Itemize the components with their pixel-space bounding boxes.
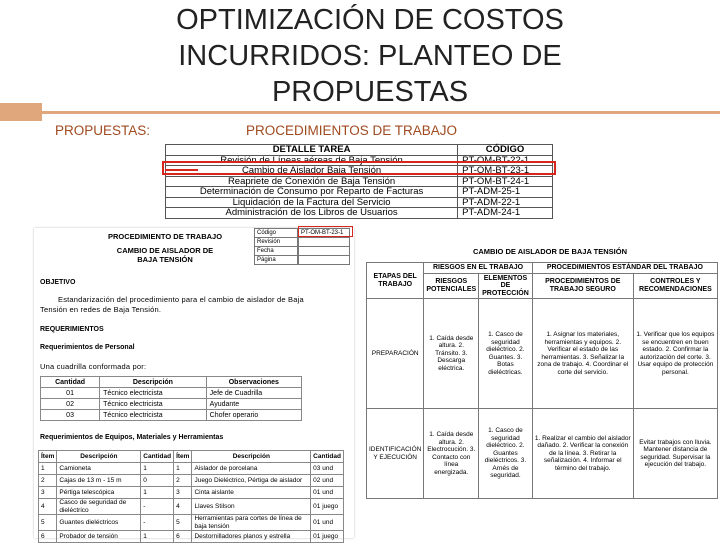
cell: 02 und xyxy=(311,475,344,487)
cell: 6 xyxy=(174,531,192,543)
cell: Camioneta xyxy=(57,463,141,475)
personal-heading: Requerimientos de Personal xyxy=(40,344,135,351)
cell: Aislador de porcelana xyxy=(192,463,311,475)
cell: Guantes dieléctricos xyxy=(57,515,141,531)
cell: Ayudante xyxy=(206,399,301,410)
objetivo-text-1: Estandarización del procedimiento para el cambio de aislador de Baja xyxy=(58,295,304,304)
cell: 1. Realizar el cambio del aislador dañado. 2. Verificar la conexión de la línea. 3. Retirar la señalización. 4. Informar el término del trabajo. xyxy=(532,409,633,499)
cell: 01 juego xyxy=(311,499,344,515)
table-row xyxy=(39,463,344,475)
group-header: RIESGOS EN EL TRABAJO xyxy=(424,263,532,274)
cell: 1. Casco de seguridad dieléctrico. 2. Guantes dieléctricos. 3. Arnés de seguridad. xyxy=(479,409,533,499)
cell: Pértiga telescópica xyxy=(57,487,141,499)
col-header: Descripción xyxy=(192,451,311,463)
code-cell: PT-ADM-22-1 xyxy=(458,197,553,208)
col-header: RIESGOS POTENCIALES xyxy=(424,273,479,299)
slide-title-line-1: OPTIMIZACIÓN DE COSTOS xyxy=(176,4,564,36)
table-row xyxy=(166,187,553,198)
task-header: DETALLE TAREA xyxy=(166,145,458,156)
cell: Herramientas para cortes de línea de baja tensión xyxy=(192,515,311,531)
cell: Chofer operario xyxy=(206,410,301,421)
task-cell: Liquidación de la Factura del Servicio xyxy=(166,197,458,208)
group-header: PROCEDIMIENTOS ESTÁNDAR DEL TRABAJO xyxy=(532,263,717,274)
cell: 03 und xyxy=(311,463,344,475)
cell: PREPARACIÓN xyxy=(367,299,424,409)
code-value: PT-OM-BT-23-1 xyxy=(299,229,350,238)
table-row xyxy=(41,410,302,421)
slide-title-line-3: PROPUESTAS xyxy=(271,76,469,108)
cell: 01 und xyxy=(311,515,344,531)
cell: Destornilladores planos y estrella xyxy=(192,531,311,543)
col-header: ELEMENTOS DE PROTECCIÓN xyxy=(479,273,533,299)
table-row xyxy=(166,197,553,208)
task-cell: Determinación de Consumo por Reparto de Facturas xyxy=(166,187,458,198)
cell: 01 xyxy=(41,388,100,399)
equipos-heading: Requerimientos de Equipos, Materiales y Herramientas xyxy=(40,434,224,441)
cell: Evitar trabajos con lluvia. Mantener distancia de seguridad. Supervisar la ejecución del trabajo. xyxy=(633,409,717,499)
cell: Cinta aislante xyxy=(192,487,311,499)
requerimientos-heading: REQUERIMIENTOS xyxy=(40,326,104,333)
table-row xyxy=(39,531,344,543)
meta-value xyxy=(299,247,350,256)
cell: 5 xyxy=(174,515,192,531)
col-header: PROCEDIMIENTOS DE TRABAJO SEGURO xyxy=(532,273,633,299)
highlight-underline xyxy=(165,169,198,171)
risk-procedure-table xyxy=(366,262,718,499)
cell: 4 xyxy=(174,499,192,515)
cell: IDENTIFICACIÓN Y EJECUCIÓN xyxy=(367,409,424,499)
cell: 1 xyxy=(141,487,174,499)
cell: 1 xyxy=(39,463,57,475)
accent-bar xyxy=(0,103,42,121)
cell: 3 xyxy=(39,487,57,499)
table-row xyxy=(166,208,553,219)
cell: Llaves Stilson xyxy=(192,499,311,515)
table-row xyxy=(39,515,344,531)
task-cell: Administración de los Libros de Usuarios xyxy=(166,208,458,219)
col-header: Cantidad xyxy=(41,377,100,388)
task-cell: Cambio de Aislador Baja Tensión xyxy=(166,166,458,177)
meta-value xyxy=(299,238,350,247)
personal-intro: Una cuadrilla conformada por: xyxy=(40,362,147,371)
cell: 1 xyxy=(141,463,174,475)
code-cell: PT-OM-BT-24-1 xyxy=(458,176,553,187)
code-cell: PT-OM-BT-22-1 xyxy=(458,155,553,166)
table-row xyxy=(367,409,718,499)
slide-title-line-2: INCURRIDOS: PLANTEO DE xyxy=(178,40,562,72)
cell: 03 xyxy=(41,410,100,421)
cell: 0 xyxy=(141,475,174,487)
cell: 3 xyxy=(174,487,192,499)
task-cell: Revisión de Líneas aéreas de Baja Tensión xyxy=(166,155,458,166)
cell: 4 xyxy=(39,499,57,515)
personal-table xyxy=(40,376,302,421)
meta-label: Código xyxy=(255,229,298,238)
col-header: CONTROLES Y RECOMENDACIONES xyxy=(633,273,717,299)
cell: Técnico electricista xyxy=(100,399,207,410)
cell: Casco de seguridad de dieléctrico xyxy=(57,499,141,515)
cell: Probador de tensión xyxy=(57,531,141,543)
code-highlight-box xyxy=(298,226,353,237)
cell: 1. Caída desde altura. 2. Tránsito. 3. Descarga eléctrica. xyxy=(424,299,479,409)
col-header: Ítem xyxy=(39,451,57,463)
doc-meta-labels xyxy=(254,228,298,265)
col-header: Descripción xyxy=(57,451,141,463)
equipment-table xyxy=(38,450,344,543)
col-header: Ítem xyxy=(174,451,192,463)
col-header: Cantidad xyxy=(141,451,174,463)
col-header: ETAPAS DEL TRABAJO xyxy=(367,263,424,299)
cell: 01 und xyxy=(311,487,344,499)
doc-header-subtitle: CAMBIO DE AISLADOR DE BAJA TENSIÓN xyxy=(116,246,214,264)
meta-label: Revisión xyxy=(255,238,298,247)
table-row xyxy=(39,499,344,515)
col-header: Cantidad xyxy=(311,451,344,463)
table-row xyxy=(39,475,344,487)
cell: 1. Asignar los materiales, herramientas y equipos. 2. Verificar el estado de las herramientas. 3. Señalizar la zona de trabajo. 4. Coordinar el corte del servicio. xyxy=(532,299,633,409)
meta-value xyxy=(299,256,350,265)
code-header: CÓDIGO xyxy=(458,145,553,156)
cell: 1. Casco de seguridad dieléctrico. 2. Guantes. 3. Botas dieléctricas. xyxy=(479,299,533,409)
cell: - xyxy=(141,499,174,515)
risk-doc-title: CAMBIO DE AISLADOR DE BAJA TENSIÓN xyxy=(472,247,628,256)
table-row xyxy=(41,388,302,399)
code-cell: PT-ADM-24-1 xyxy=(458,208,553,219)
objetivo-text-2: Tensión en redes de Baja Tensión. xyxy=(40,305,162,314)
proposals-label: PROPUESTAS: xyxy=(55,123,151,138)
cell: Juego Dieléctrico, Pértiga de aislador xyxy=(192,475,311,487)
cell: 1 xyxy=(141,531,174,543)
col-header: Observaciones xyxy=(206,377,301,388)
cell: Técnico electricista xyxy=(100,410,207,421)
table-row xyxy=(39,487,344,499)
cell: Técnico electricista xyxy=(100,388,207,399)
cell: Jefe de Cuadrilla xyxy=(206,388,301,399)
cell: 1. Verificar que los equipos se encuentren en buen estado. 2. Confirmar la autorización del corte. 3. Usar equipo de protección personal. xyxy=(633,299,717,409)
col-header: Descripción xyxy=(100,377,207,388)
cell: 6 xyxy=(39,531,57,543)
cell: - xyxy=(141,515,174,531)
cell: 1. Caída desde altura. 2. Electrocución. 3. Contacto con línea energizada. xyxy=(424,409,479,499)
table-row xyxy=(166,176,553,187)
cell: 5 xyxy=(39,515,57,531)
task-cell: Reapriete de Conexión de Baja Tensión xyxy=(166,176,458,187)
cell: 1 xyxy=(174,463,192,475)
table-row xyxy=(367,299,718,409)
objetivo-heading: OBJETIVO xyxy=(40,279,76,286)
highlight-box xyxy=(162,161,556,175)
cell: Cajas de 13 m - 15 m xyxy=(57,475,141,487)
task-code-table xyxy=(165,144,553,219)
doc-header-title: PROCEDIMIENTO DE TRABAJO xyxy=(108,232,223,241)
cell: 2 xyxy=(39,475,57,487)
cell: 01 juego xyxy=(311,531,344,543)
meta-label: Fecha xyxy=(255,247,298,256)
cell: 02 xyxy=(41,399,100,410)
code-cell: PT-OM-BT-23-1 xyxy=(458,166,553,177)
slide-title xyxy=(120,2,620,110)
table-row xyxy=(41,399,302,410)
meta-label: Página xyxy=(255,256,298,265)
code-cell: PT-ADM-25-1 xyxy=(458,187,553,198)
accent-line xyxy=(42,111,720,114)
cell: 2 xyxy=(174,475,192,487)
procedures-label: PROCEDIMIENTOS DE TRABAJO xyxy=(246,123,458,138)
